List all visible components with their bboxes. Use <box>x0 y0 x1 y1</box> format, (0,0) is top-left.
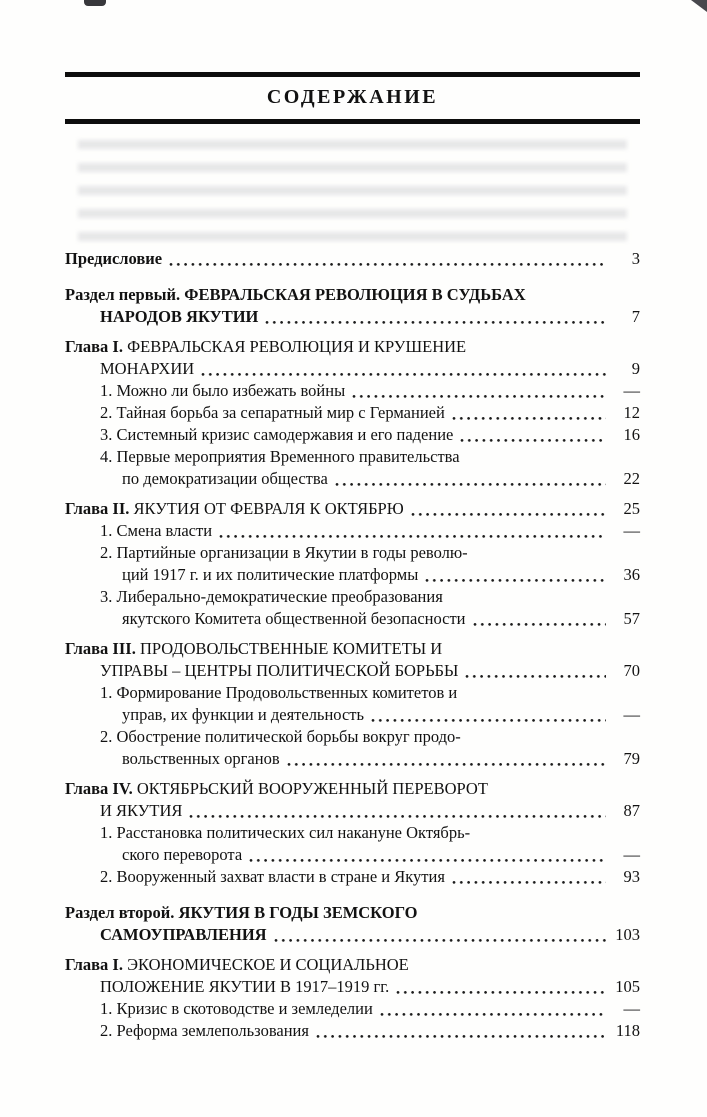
toc-entry-text: 1. Смена власти <box>100 521 213 540</box>
toc-page-number: 22 <box>623 469 640 488</box>
toc-entry-text: НАРОДОВ ЯКУТИИ <box>100 307 259 326</box>
toc-entry-line <box>65 564 640 586</box>
toc-entry <box>65 402 640 424</box>
toc-entry <box>65 424 640 446</box>
toc-entry <box>65 586 640 630</box>
toc-entry-text: 1. Можно ли было избежать войны <box>100 381 346 400</box>
toc-entry-text: 1. Кризис в скотоводстве и земледелии <box>100 999 373 1018</box>
toc-entry <box>65 998 640 1020</box>
toc-entry-line <box>65 800 640 822</box>
toc-entry-text: 2. Обострение политической борьбы вокруг продо- <box>100 727 461 746</box>
toc-entry-line <box>65 822 640 844</box>
toc-entry-text: ского переворота <box>122 845 243 864</box>
toc-entry-text: вольственных органов <box>122 749 280 768</box>
toc-entry-text: по демократизации общества <box>122 469 328 488</box>
toc-entry-text: 2. Партийные организации в Якутии в годы револю- <box>100 543 468 562</box>
dot-leader <box>411 512 606 517</box>
dot-leader <box>452 416 606 421</box>
toc-entry <box>65 902 640 946</box>
toc-entry-line <box>65 866 640 888</box>
toc-page-number: 93 <box>623 867 640 886</box>
toc-entry-line <box>65 976 640 998</box>
toc-page-number: 87 <box>623 801 640 820</box>
toc-entry-line <box>65 660 640 682</box>
dot-leader <box>265 320 606 325</box>
toc-entry-line <box>65 902 640 924</box>
page-title: СОДЕРЖАНИЕ <box>266 86 439 108</box>
toc-page-number: 57 <box>623 609 640 628</box>
toc-entry-line <box>65 380 640 402</box>
dot-leader <box>371 718 606 723</box>
toc-page-number: 70 <box>623 661 640 680</box>
toc-entry-line <box>65 402 640 424</box>
toc-entry-text: 4. Первые мероприятия Временного правительства <box>100 447 460 466</box>
contents-header <box>65 72 640 124</box>
toc-page-number: 79 <box>623 749 640 768</box>
toc-entry-line <box>65 424 640 446</box>
toc-page-number: 103 <box>615 925 640 944</box>
toc-entry-text: Глава I. <box>65 955 128 974</box>
dot-leader <box>460 438 606 443</box>
toc-entry <box>65 726 640 770</box>
toc-page-number: 25 <box>623 499 640 518</box>
toc-page-number: 7 <box>631 307 640 326</box>
scan-artifact <box>84 0 106 6</box>
toc-entry-line <box>65 446 640 468</box>
toc-entry-line <box>65 704 640 726</box>
toc-entry-text: И ЯКУТИЯ <box>100 801 183 820</box>
dot-leader <box>335 482 606 487</box>
toc-entry-text: ПОЛОЖЕНИЕ ЯКУТИИ В 1917–1919 гг. <box>100 977 390 996</box>
toc-entry <box>65 866 640 888</box>
toc-entry-line <box>65 248 640 270</box>
toc-entry-text: 2. Тайная борьба за сепаратный мир с Германией <box>100 403 445 422</box>
toc-page-number: — <box>623 381 640 400</box>
toc-entry <box>65 520 640 542</box>
toc-entry-line <box>65 336 640 358</box>
dot-leader <box>201 372 606 377</box>
dot-leader <box>380 1012 606 1017</box>
toc-entry-line <box>65 358 640 380</box>
scan-artifact <box>691 0 707 12</box>
toc-entry <box>65 638 640 682</box>
toc-page-number: 105 <box>615 977 640 996</box>
toc-page-number: — <box>623 999 640 1018</box>
toc-entry-text: Раздел первый. ФЕВРАЛЬСКАЯ РЕВОЛЮЦИЯ В СУДЬБАХ <box>65 285 526 304</box>
toc-list <box>65 248 640 1042</box>
toc-entry-text: Глава IV. <box>65 779 137 798</box>
toc-entry-text: Предисловие <box>65 249 163 268</box>
toc-entry-text: Глава I. <box>65 337 128 356</box>
toc-entry-line <box>65 924 640 946</box>
toc-entry-text: УПРАВЫ – ЦЕНТРЫ ПОЛИТИЧЕСКОЙ БОРЬБЫ <box>100 661 459 680</box>
toc-entry-line <box>65 726 640 748</box>
toc-entry-text: Глава III. <box>65 639 140 658</box>
toc-entry-text: САМОУПРАВЛЕНИЯ <box>100 925 267 944</box>
toc-entry <box>65 822 640 866</box>
toc-entry-text: 2. Реформа землепользования <box>100 1021 309 1040</box>
toc-entry-line <box>65 682 640 704</box>
toc-page-number: 9 <box>631 359 640 378</box>
dot-leader <box>473 622 606 627</box>
toc-page-number: — <box>623 521 640 540</box>
toc-page-number: 118 <box>615 1021 640 1040</box>
toc-entry-line <box>65 306 640 328</box>
toc-page-number: 12 <box>623 403 640 422</box>
toc-entry-text: ПРОДОВОЛЬСТВЕННЫЕ КОМИТЕТЫ И <box>139 639 443 658</box>
toc-entry-line <box>65 954 640 976</box>
toc-entry-text: якутского Комитета общественной безопасности <box>122 609 466 628</box>
toc-entry-text: Глава II. <box>65 499 134 518</box>
toc-entry-text: Раздел второй. ЯКУТИЯ В ГОДЫ ЗЕМСКОГО <box>65 903 418 922</box>
toc-entry-line <box>65 542 640 564</box>
toc-entry <box>65 498 640 520</box>
toc-entry-line <box>65 748 640 770</box>
toc-entry-line <box>65 998 640 1020</box>
dot-leader <box>396 990 606 995</box>
toc-entry <box>65 336 640 380</box>
toc-page-number: 36 <box>623 565 640 584</box>
toc-page-number: 3 <box>631 249 640 268</box>
toc-entry-text: 3. Либерально-демократические преобразования <box>100 587 443 606</box>
toc-entry-line <box>65 586 640 608</box>
toc-entry <box>65 446 640 490</box>
toc-entry-text: 1. Формирование Продовольственных комитетов и <box>100 683 458 702</box>
toc-entry-line <box>65 498 640 520</box>
dot-leader <box>274 938 606 943</box>
toc-entry-text: МОНАРХИИ <box>100 359 195 378</box>
toc-entry <box>65 248 640 270</box>
dot-leader <box>189 814 606 819</box>
dot-leader <box>316 1034 606 1039</box>
dot-leader <box>249 858 606 863</box>
dot-leader <box>169 262 606 267</box>
toc-entry <box>65 284 640 328</box>
dot-leader <box>352 394 606 399</box>
toc-entry-line <box>65 844 640 866</box>
toc-page-number: — <box>623 845 640 864</box>
toc-entry-text: управ, их функции и деятельность <box>122 705 364 724</box>
toc-page-number: — <box>623 705 640 724</box>
toc-entry-text: ЯКУТИЯ ОТ ФЕВРАЛЯ К ОКТЯБРЮ <box>133 499 404 518</box>
toc-page-number: 16 <box>623 425 640 444</box>
toc-entry-text: ций 1917 г. и их политические платформы <box>122 565 419 584</box>
toc-entry <box>65 778 640 822</box>
toc-entry-text: ФЕВРАЛЬСКАЯ РЕВОЛЮЦИЯ И КРУШЕНИЕ <box>127 337 467 356</box>
dot-leader <box>425 578 606 583</box>
dot-leader <box>452 880 606 885</box>
toc-entry <box>65 954 640 998</box>
toc-entry-line <box>65 608 640 630</box>
toc-entry-text: 2. Вооруженный захват власти в стране и Якутия <box>100 867 445 886</box>
toc-entry-line <box>65 284 640 306</box>
dot-leader <box>287 762 606 767</box>
toc-entry-line <box>65 638 640 660</box>
toc-entry-text: 1. Расстановка политических сил накануне Октябрь- <box>100 823 471 842</box>
dot-leader <box>219 534 606 539</box>
dot-leader <box>465 674 606 679</box>
toc-entry-text: ОКТЯБРЬСКИЙ ВООРУЖЕННЫЙ ПЕРЕВОРОТ <box>136 779 488 798</box>
toc-entry-line <box>65 468 640 490</box>
toc-entry <box>65 1020 640 1042</box>
toc-entry-line <box>65 778 640 800</box>
toc-entry-text: ЭКОНОМИЧЕСКОЕ И СОЦИАЛЬНОЕ <box>127 955 409 974</box>
bottom-rule <box>65 119 640 124</box>
toc-entry-text: 3. Системный кризис самодержавия и его падение <box>100 425 454 444</box>
toc-entry <box>65 380 640 402</box>
toc-entry-line <box>65 520 640 542</box>
toc-entry-line <box>65 1020 640 1042</box>
toc-entry <box>65 542 640 586</box>
toc-entry <box>65 682 640 726</box>
page-bleedthrough <box>78 140 627 242</box>
